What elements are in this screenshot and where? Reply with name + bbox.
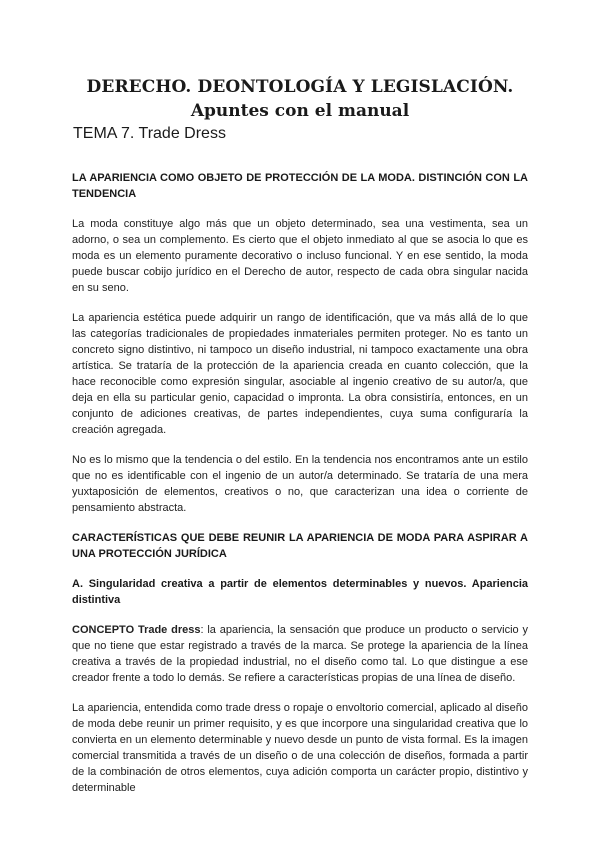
paragraph-apariencia-estetica: La apariencia estética puede adquirir un rango de identificación, que va más allá de lo que las categorías tradicionales de propiedades inmateriales permiten proteger. No es tanto un concreto signo distintivo, ni tampoco un diseño industrial, ni tampoco exactamente una obra artística. Se trataría de la protección de la apariencia creada en cuanto colección, que la hace reconocible como expresión singular, asociable al ingenio creativo de su autor/a, que deja en ella su particular genio, capacidad o impronta. La obra consistiría, entonces, en un conjunto de adiciones creativas, de partes independientes, cuya suma configuraría la creación agregada.: [72, 312, 528, 436]
tema-heading: TEMA 7. Trade Dress: [73, 125, 226, 142]
concept-text: : la apariencia, la sensación que produce un producto o servicio y que no tiene que estar registrado a través de la marca. Se protege la apariencia de la línea creativa a través de la propiedad industrial, no el diseño como tal. Lo que distingue a ese creador frente a todo lo demás. Se refiere a características propias de una línea de diseño.: [72, 624, 528, 684]
document-subtitle: Apuntes con el manual: [190, 101, 410, 121]
paragraph-moda: La moda constituye algo más que un objeto determinado, sea una vestimenta, sea un adorno, o sea un complemento. Es cierto que el objeto inmediato al que se asocia lo que es moda es un elemento puramente decorativo o incluso funcional. Y en ese sentido, la moda puede buscar cobijo jurídico en el Derecho de autor, respecto de cada obra singular nacida en su seno.: [72, 218, 528, 294]
section-heading-caracteristicas: CARACTERÍSTICAS QUE DEBE REUNIR LA APARIENCIA DE MODA PARA ASPIRAR A UNA PROTECCIÓN JURÍDICA: [72, 532, 528, 560]
paragraph-tendencia: No es lo mismo que la tendencia o del estilo. En la tendencia nos encontramos ante un estilo que no es identificable con el ingenio de un autor/a determinado. Se trataría de una mera yuxtaposición de elementos, creativos o no, que caracterizan una idea o corriente de pensamiento abstracta.: [72, 454, 528, 514]
paragraph-concepto-trade-dress: [72, 622, 528, 686]
section-heading-apariencia: LA APARIENCIA COMO OBJETO DE PROTECCIÓN DE LA MODA. DISTINCIÓN CON LA TENDENCIA: [72, 172, 528, 200]
concept-label: CONCEPTO Trade dress: [72, 624, 201, 636]
subsection-heading-singularidad: A. Singularidad creativa a partir de elementos determinables y nuevos. Apariencia distintiva: [72, 578, 528, 606]
paragraph-apariencia-trade-dress: La apariencia, entendida como trade dress o ropaje o envoltorio comercial, aplicado al diseño de moda debe reunir un primer requisito, y es que incorpore una singularidad creativa que lo convierta en un elemento determinable y nuevo desde un punto de vista formal. Es la imagen comercial transmitida a través de un diseño o de una colección de diseños, formada a partir de la combinación de otros elementos, cuya adición comporta un carácter propio, distintivo y determinable: [72, 702, 528, 794]
document-title: DERECHO. DEONTOLOGÍA Y LEGISLACIÓN.: [86, 77, 514, 97]
